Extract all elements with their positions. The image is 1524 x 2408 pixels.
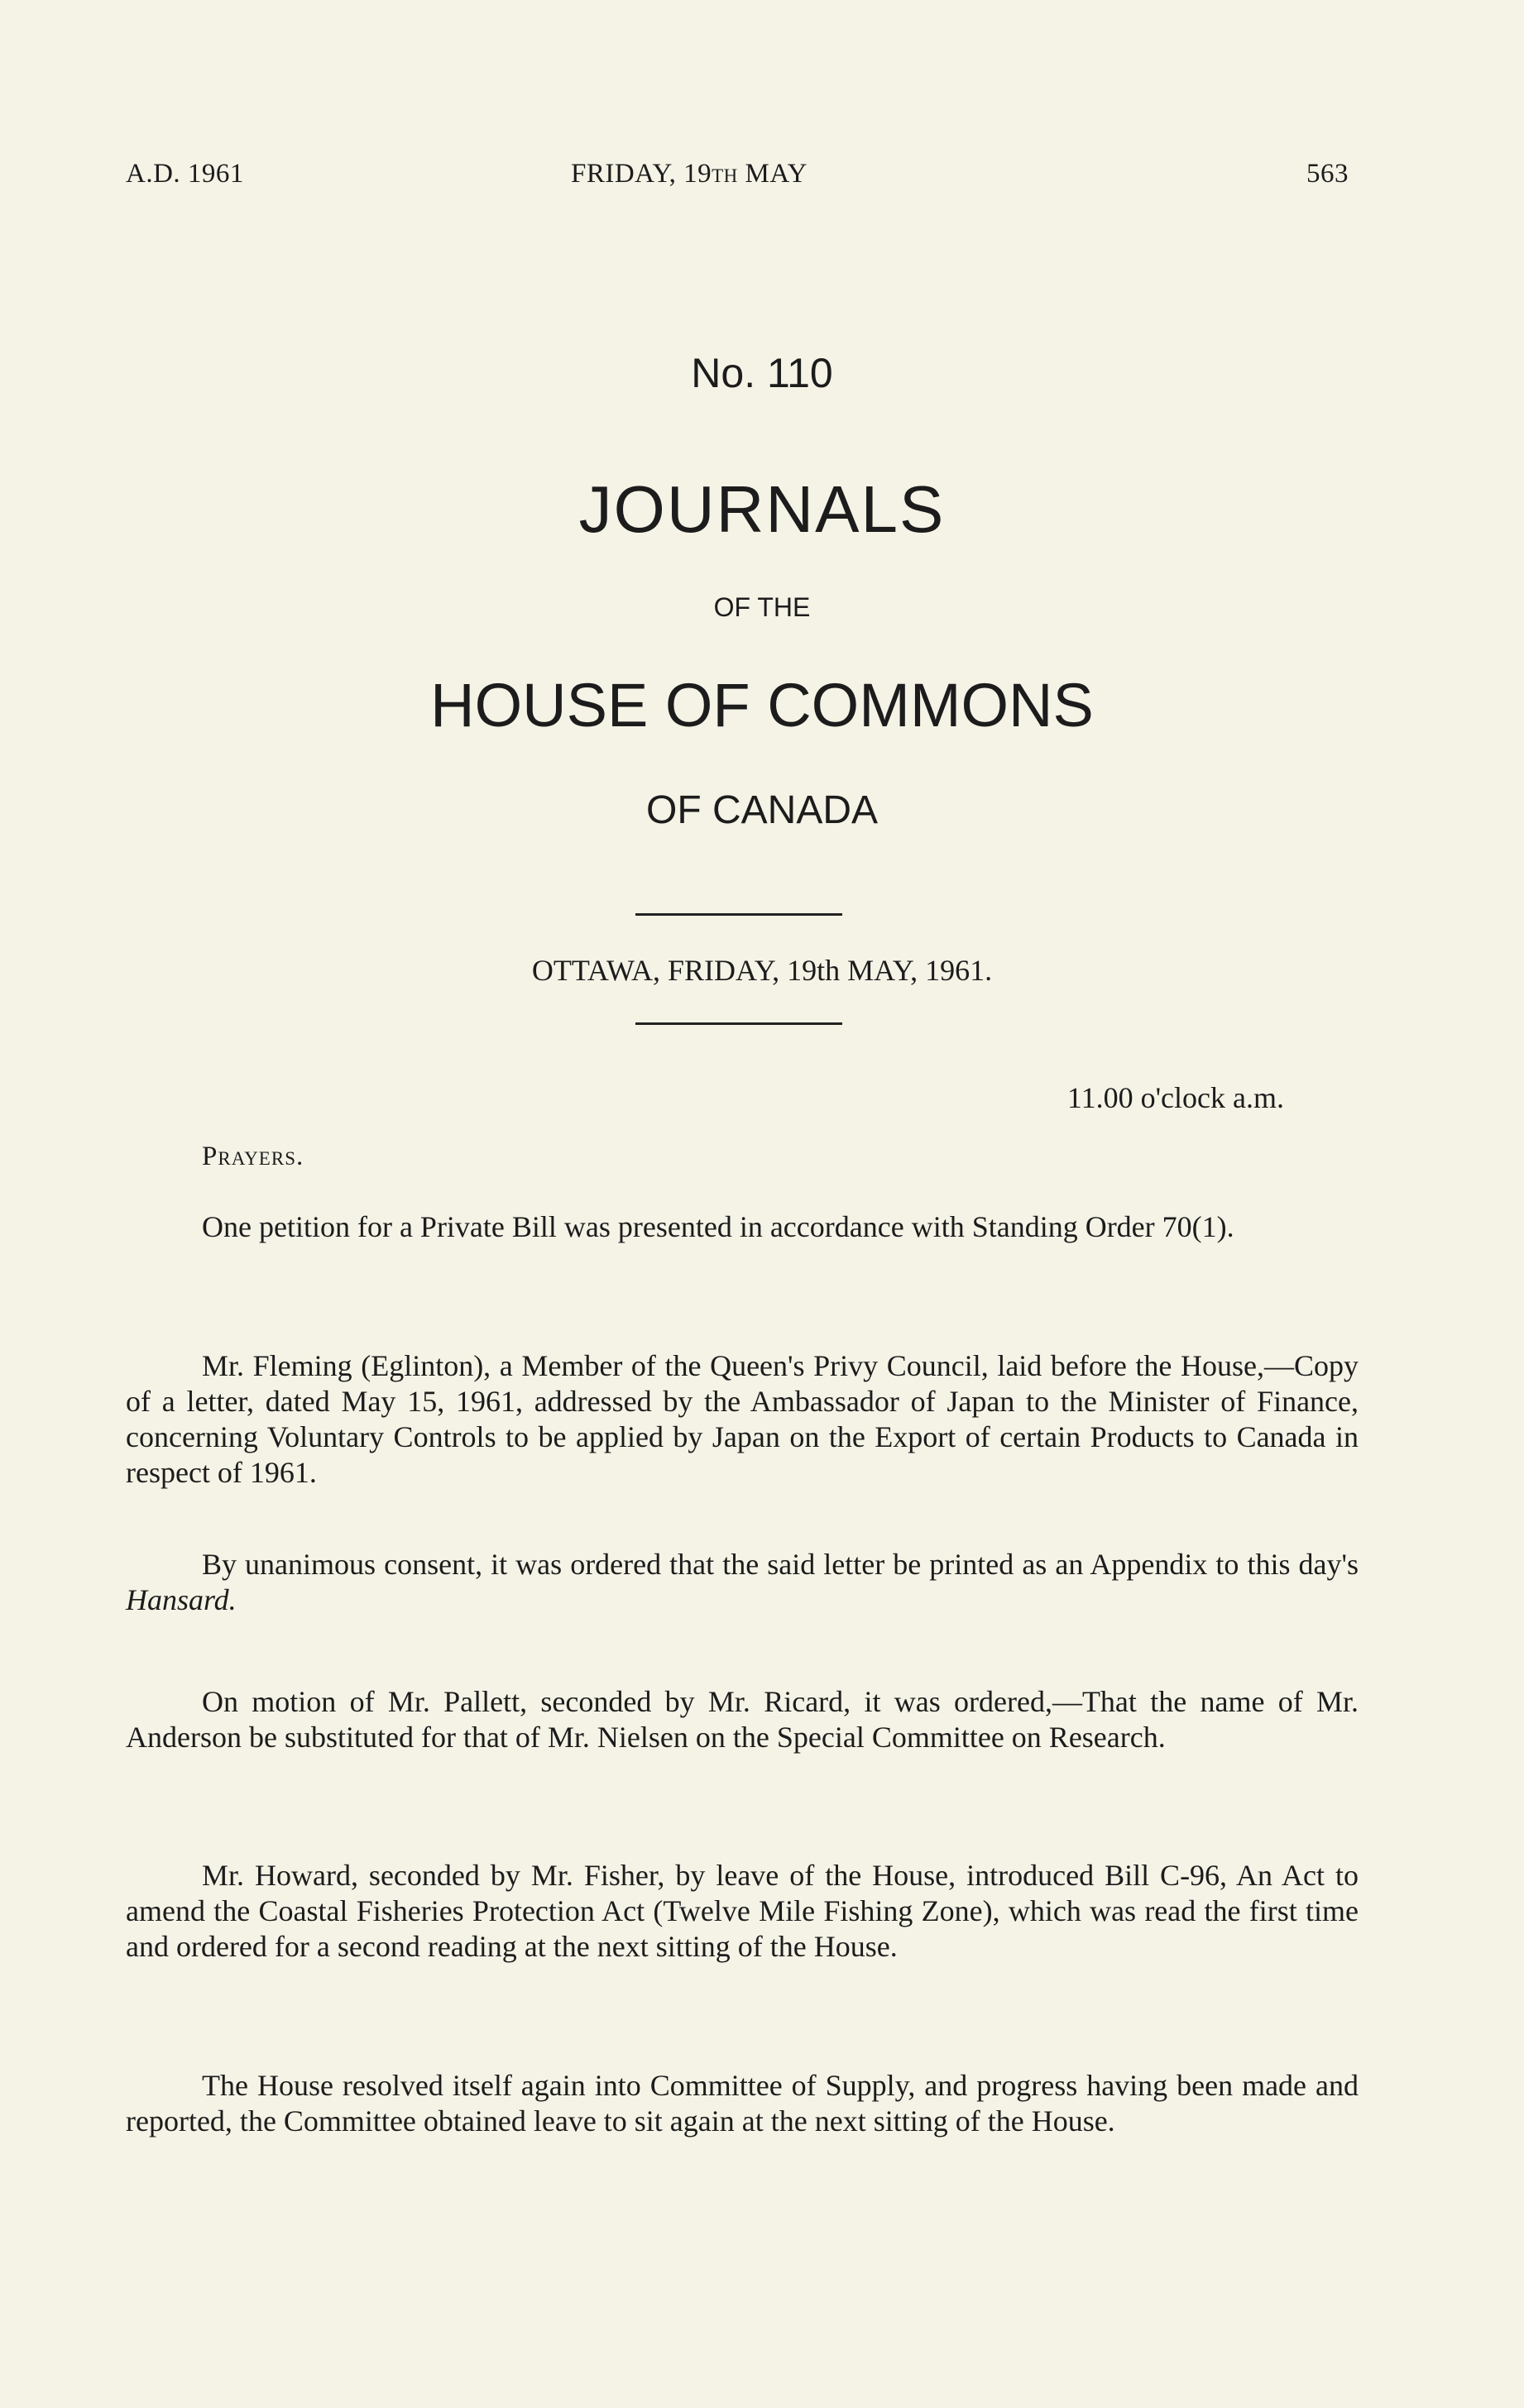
divider-top [635, 913, 842, 916]
issue-number: No. 110 [691, 350, 833, 396]
of-canada-subtitle: OF CANADA [645, 788, 879, 832]
header-date-ordinal: th [712, 159, 738, 189]
header-year: A.D. 1961 [126, 159, 244, 189]
header-date [571, 159, 808, 189]
committee-of-supply-paragraph: The House resolved itself again into Committee of Supply, and progress having been made and reported, the Committee obtained leave to sit again at the next sitting of the House. [126, 2069, 1359, 2138]
house-of-commons-title: HOUSE OF COMMONS [430, 671, 1094, 740]
divider-bottom [635, 1022, 842, 1025]
tabled-letter-paragraph: Mr. Fleming (Eglinton), a Member of the Queen's Privy Council, laid before the House,—Copy of a letter, dated May 15, 1961, addressed by the Ambassador of Japan to the Minister of Finance, concerning Voluntary Controls to be applied by Japan on the Export of certain Products to Canada in respect of 1961. [126, 1349, 1359, 1489]
page-number: 563 [1306, 159, 1349, 189]
appendix-order-paragraph [126, 1547, 1359, 1618]
prayers-heading: Prayers. [202, 1142, 304, 1171]
sitting-time: 11.00 o'clock a.m. [1066, 1081, 1284, 1114]
journals-title: JOURNALS [578, 472, 946, 546]
dateline: OTTAWA, FRIDAY, 19th MAY, 1961. [531, 954, 993, 987]
of-the-subtitle: OF THE [713, 592, 811, 622]
header-date-suffix: MAY [737, 159, 808, 189]
committee-substitution-paragraph: On motion of Mr. Pallett, seconded by Mr. Ricard, it was ordered,—That the name of Mr. Anderson be substituted for that of Mr. Nielsen on the Special Committee on Research. [126, 1685, 1359, 1754]
header-date-prefix: FRIDAY, 19 [571, 159, 712, 189]
bill-introduction-paragraph: Mr. Howard, seconded by Mr. Fisher, by leave of the House, introduced Bill C-96, An Act to amend the Coastal Fisheries Protection Act (Twelve Mile Fishing Zone), which was read the first time and ordered for a second reading at the next sitting of the House. [126, 1859, 1359, 1963]
appendix-order-text: By unanimous consent, it was ordered that the said letter be printed as an Appendix to this day's [202, 1548, 1359, 1581]
petition-paragraph: One petition for a Private Bill was presented in accordance with Standing Order 70(1). [202, 1210, 1234, 1243]
hansard-reference: Hansard. [126, 1583, 237, 1616]
